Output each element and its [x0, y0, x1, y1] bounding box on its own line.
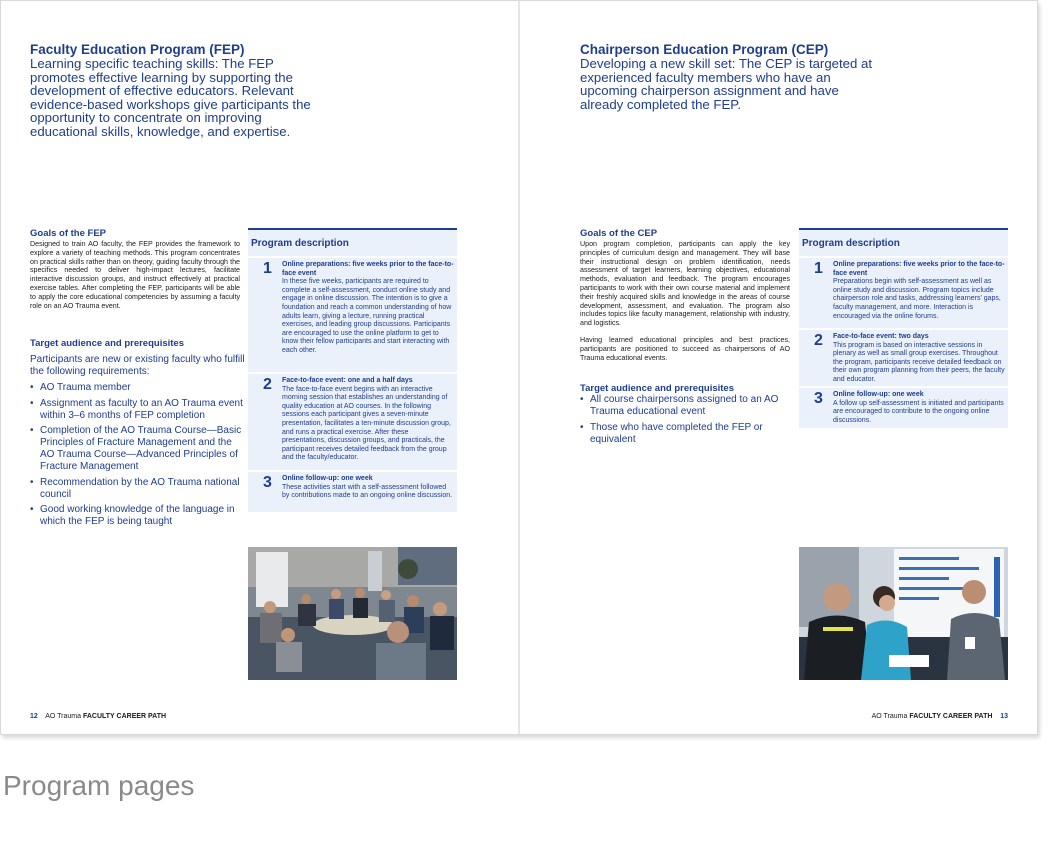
step-title: Online preparations: five weeks prior to the face-to-face event	[282, 261, 454, 277]
program-step	[799, 256, 1008, 328]
program-description-title: Program description	[802, 238, 900, 249]
page-number: 12	[30, 713, 38, 720]
left-page	[1, 1, 518, 734]
program-description-title: Program description	[251, 238, 349, 249]
fep-target-title: Target audience and prerequisites	[30, 338, 184, 349]
bullet-icon: •	[30, 382, 34, 393]
bullet-icon: •	[580, 421, 584, 433]
footer-section: FACULTY CAREER PATH	[82, 713, 167, 720]
step-description: These activities start with a self-assessment followed by contributions made to an ongoing online discussion.	[282, 483, 453, 500]
step-description: Preparations begin with self-assessment as well as online study and discussion. Program topics include chairperson role and tasks, addressing learners' gaps, faculty management, and more. Interaction is encouraged via the online forums.	[833, 278, 1001, 320]
image-caption: Program pages	[3, 770, 195, 801]
bullet-icon: •	[30, 425, 34, 436]
cep-target-title: Target audience and prerequisites	[580, 383, 734, 394]
cep-title: Chairperson Education Program (CEP)	[580, 42, 829, 57]
page-number: 13	[1000, 713, 1008, 720]
program-description-header	[799, 228, 1008, 256]
step-title: Online follow-up: one week	[833, 391, 924, 398]
list-item: • Those who have completed the FEP or equivalent	[580, 421, 763, 445]
step-title: Face-to-face event: one and a half days	[282, 377, 413, 384]
fep-title: Faculty Education Program (FEP)	[30, 42, 245, 57]
fep-goals-title: Goals of the FEP	[30, 228, 107, 239]
list-item: • Good working knowledge of the language in which the FEP is being taught	[30, 504, 235, 527]
bullet-icon: •	[580, 394, 584, 405]
fep-lead: Learning specific teaching skills: The FEP promotes effective learning by supporting the development of effective educators. Relevant evidence-based workshops give participants the opportunity to concentrate on improving educational skills, knowledge, and expertise.	[30, 56, 311, 139]
bullet-icon: •	[30, 397, 34, 409]
step-number: 1	[263, 260, 272, 277]
right-footer	[872, 713, 1008, 720]
cep-target-list	[580, 394, 785, 449]
program-step	[799, 386, 1008, 428]
bullet-icon: •	[30, 476, 34, 488]
cep-goals-paragraph: Upon program completion, participants can apply the key principles of curriculum design and management. They will base their instructional design on problem identification, needs assessment of target learners, learning objectives, educational methods, evaluation and feedback. The program encourages participants to work with their own course material and implement their freshly acquired skills and knowledge in the areas of course development, assessment, and evaluation. The program also includes topics like faculty management, relationship with industry, and logistics.	[580, 240, 790, 328]
fep-target-intro: Participants are new or existing faculty who fulfill the following requirements:	[30, 354, 245, 377]
list-item: • Assignment as faculty to an AO Trauma event within 3–6 months of FEP completion	[30, 397, 243, 421]
left-footer	[30, 713, 166, 720]
cep-lead: Developing a new skill set: The CEP is targeted at experienced faculty members who have an upcoming chairperson assignment and have already completed the FEP.	[580, 56, 872, 112]
cep-program-description	[799, 228, 1008, 428]
footer-brand: AO Trauma	[45, 713, 81, 720]
footer-brand: AO Trauma	[871, 713, 908, 720]
step-description: A follow up self-assessment is initiated and participants are encouraged to contribute to the ongoing online discussions.	[833, 399, 1004, 424]
step-number: 3	[263, 474, 272, 491]
bullet-icon: •	[30, 504, 34, 515]
step-title: Face-to-face event: two days	[833, 333, 929, 340]
fep-target-list	[30, 382, 245, 532]
step-number: 3	[814, 390, 823, 407]
step-description: In these five weeks, participants are required to complete a self-assessment, conduct online study and engage in online discussion. The intention is to give a foundation and reach a common understanding of how adults learn, giving a lecture, running practical exercises, and leading group discussions. Participants are encouraged to use the online platform to get to know their fellow participants and start interacting with each other.	[282, 278, 452, 354]
fep-program-description	[248, 228, 457, 512]
workshop-photo	[248, 547, 457, 680]
program-description-header	[248, 228, 457, 256]
step-description: The face-to-face event begins with an interactive morning session that establishes an understanding of quality education at AO courses. In the following sessions each participant gives a seven-minute presentation, facilitates a ten-minute discussion group, and runs a practical exercise. After these presentations, discussion groups, and practicals, the participant receives detailed feedback from the group and the faculty/educator.	[282, 385, 451, 462]
cep-goals-paragraph: Having learned educational principles and best practices, participants are positioned to succeed as chairpersons of AO Trauma educational events.	[580, 335, 790, 362]
list-item: • AO Trauma member	[30, 382, 131, 393]
cep-goals-text	[580, 240, 790, 370]
step-number: 2	[263, 376, 272, 393]
list-item: • All course chairpersons assigned to an AO Trauma educational event	[580, 394, 779, 417]
list-item: • Completion of the AO Trauma Course—Basic Principles of Fracture Management and the AO Trauma Course—Advanced Principles of Fracture Management	[30, 425, 242, 472]
program-step	[248, 256, 457, 372]
program-step	[799, 328, 1008, 386]
fep-goals-text: Designed to train AO faculty, the FEP provides the framework to explore a variety of teaching methods. This program concentrates on practical skills rather than on theory, guiding faculty through the specifics needed to deliver high-impact lectures, facilitate interactive discussion groups, and instruct effectively at practical exercise tables. After completing the FEP, participants will be able to apply the core educational competencies by assuming a faculty role on an AO Trauma event.	[30, 240, 240, 310]
step-title: Online follow-up: one week	[282, 475, 373, 482]
list-item: • Recommendation by the AO Trauma national council	[30, 476, 240, 500]
right-page	[520, 1, 1037, 734]
step-number: 1	[814, 260, 823, 277]
step-title: Online preparations: five weeks prior to the face-to-face event	[833, 261, 1005, 277]
program-step	[248, 372, 457, 470]
footer-section: FACULTY CAREER PATH	[909, 713, 993, 720]
cep-goals-title: Goals of the CEP	[580, 228, 658, 239]
program-step	[248, 470, 457, 512]
chairperson-photo	[799, 547, 1008, 680]
step-description: This program is based on interactive sessions in plenary as well as small group exercises. Throughout the program, participants receive detailed feedback on their own program planning from their peers, the faculty and educator.	[833, 341, 1005, 383]
step-number: 2	[814, 332, 823, 349]
